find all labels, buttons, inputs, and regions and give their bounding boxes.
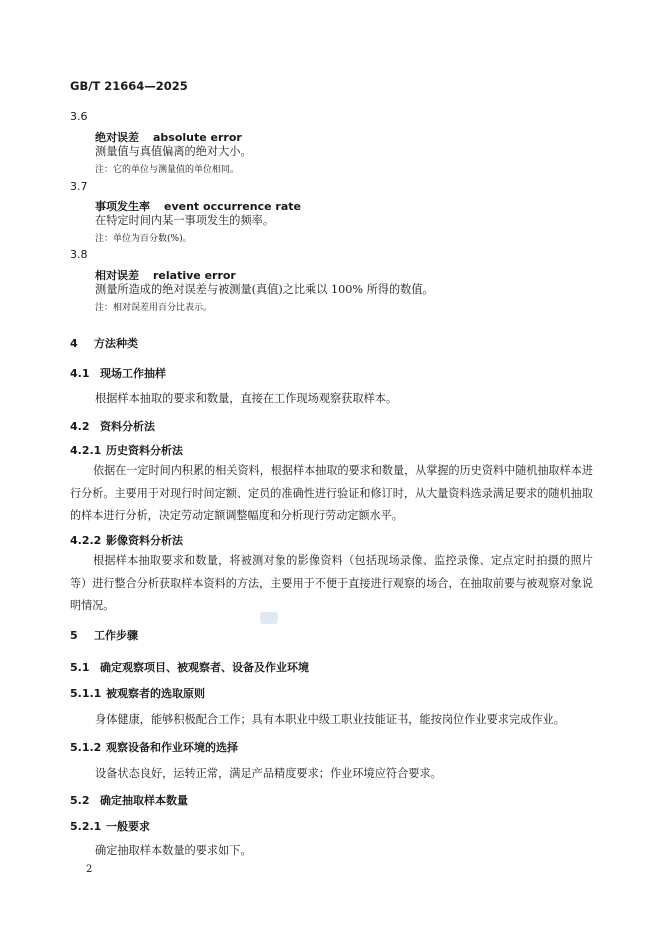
section-heading xyxy=(70,442,183,458)
section-title: 工作步骤 xyxy=(94,629,138,642)
section-heading xyxy=(70,365,166,381)
term-note: 注：相对误差用百分比表示。 xyxy=(95,303,213,313)
term-definition: 在特定时间内某一事项发生的频率。 xyxy=(95,214,275,227)
term-cn: 绝对误差 xyxy=(95,131,139,144)
term-cn: 相对误差 xyxy=(95,269,139,282)
paragraph: 身体健康，能够积极配合工作；具有本职业中级工职业技能证书，能按岗位作业要求完成作业。 xyxy=(95,713,565,726)
page-number: 2 xyxy=(86,864,93,875)
section-heading xyxy=(70,532,183,548)
section-number: 5.1.1 xyxy=(70,687,102,700)
standard-number: GB/T 21664—2025 xyxy=(70,79,188,93)
section-heading xyxy=(70,685,205,701)
paragraph: 设备状态良好，运转正常，满足产品精度要求；作业环境应符合要求。 xyxy=(95,767,442,780)
section-heading xyxy=(70,792,188,808)
term-en: event occurrence rate xyxy=(164,200,301,213)
term-definition: 测量所造成的绝对误差与被测量(真值)之比乘以 100% 所得的数值。 xyxy=(95,283,434,296)
section-title: 确定抽取样本数量 xyxy=(100,794,188,807)
term-definition: 测量值与真值偏离的绝对大小。 xyxy=(95,145,252,158)
section-number: 4 xyxy=(70,337,78,350)
term-number: 3.8 xyxy=(70,248,88,261)
section-heading xyxy=(70,659,309,675)
paragraph: 依据在一定时间内积累的相关资料，根据样本抽取的要求和数量，从掌握的历史资料中随机抽取样本进行分析。主要用于对现行时间定额、定员的准确性进行验证和修订时，从大量资料选录满足要求的随机抽取的样本进行分析，决定劳动定额调整幅度和分析现行劳动定额水平。 xyxy=(70,464,593,522)
section-heading xyxy=(70,627,138,643)
term-number: 3.6 xyxy=(70,110,88,123)
term-en: relative error xyxy=(153,269,236,282)
section-heading xyxy=(70,418,155,434)
section-number: 4.2.2 xyxy=(70,534,102,547)
section-number: 4.2 xyxy=(70,420,90,433)
term-cn: 事项发生率 xyxy=(95,200,150,213)
paragraph: 根据样本抽取要求和数量，将被测对象的影像资料（包括现场录像、监控录像、定点定时拍摄的照片等）进行整合分析获取样本资料的方法，主要用于不便于直接进行观察的场合，在抽取前要与被观察对象说明情况。 xyxy=(70,554,593,612)
section-title: 确定观察项目、被观察者、设备及作业环境 xyxy=(100,661,309,674)
section-title: 观察设备和作业环境的选择 xyxy=(106,741,238,754)
section-title: 一般要求 xyxy=(106,820,150,833)
section-number: 5.1.2 xyxy=(70,741,102,754)
watermark-logo xyxy=(260,612,278,624)
paragraph: 根据样本抽取的要求和数量，直接在工作现场观察获取样本。 xyxy=(95,392,398,405)
paragraph: 确定抽取样本数量的要求如下。 xyxy=(95,844,252,857)
section-number: 5.2.1 xyxy=(70,820,102,833)
section-title: 方法种类 xyxy=(94,337,138,350)
section-number: 5 xyxy=(70,629,78,642)
section-heading xyxy=(70,739,238,755)
section-title: 影像资料分析法 xyxy=(106,534,183,547)
section-title: 历史资料分析法 xyxy=(106,444,183,457)
section-title: 资料分析法 xyxy=(100,420,155,433)
section-number: 4.1 xyxy=(70,367,90,380)
section-title: 现场工作抽样 xyxy=(100,367,166,380)
term-note: 注：它的单位与测量值的单位相同。 xyxy=(95,165,240,175)
section-heading xyxy=(70,818,150,834)
term-number: 3.7 xyxy=(70,180,88,193)
section-number: 4.2.1 xyxy=(70,444,102,457)
section-number: 5.1 xyxy=(70,661,90,674)
section-title: 被观察者的选取原则 xyxy=(106,687,205,700)
section-heading xyxy=(70,335,138,351)
term-note: 注：单位为百分数(%)。 xyxy=(95,234,192,244)
section-number: 5.2 xyxy=(70,794,90,807)
term-en: absolute error xyxy=(153,131,242,144)
